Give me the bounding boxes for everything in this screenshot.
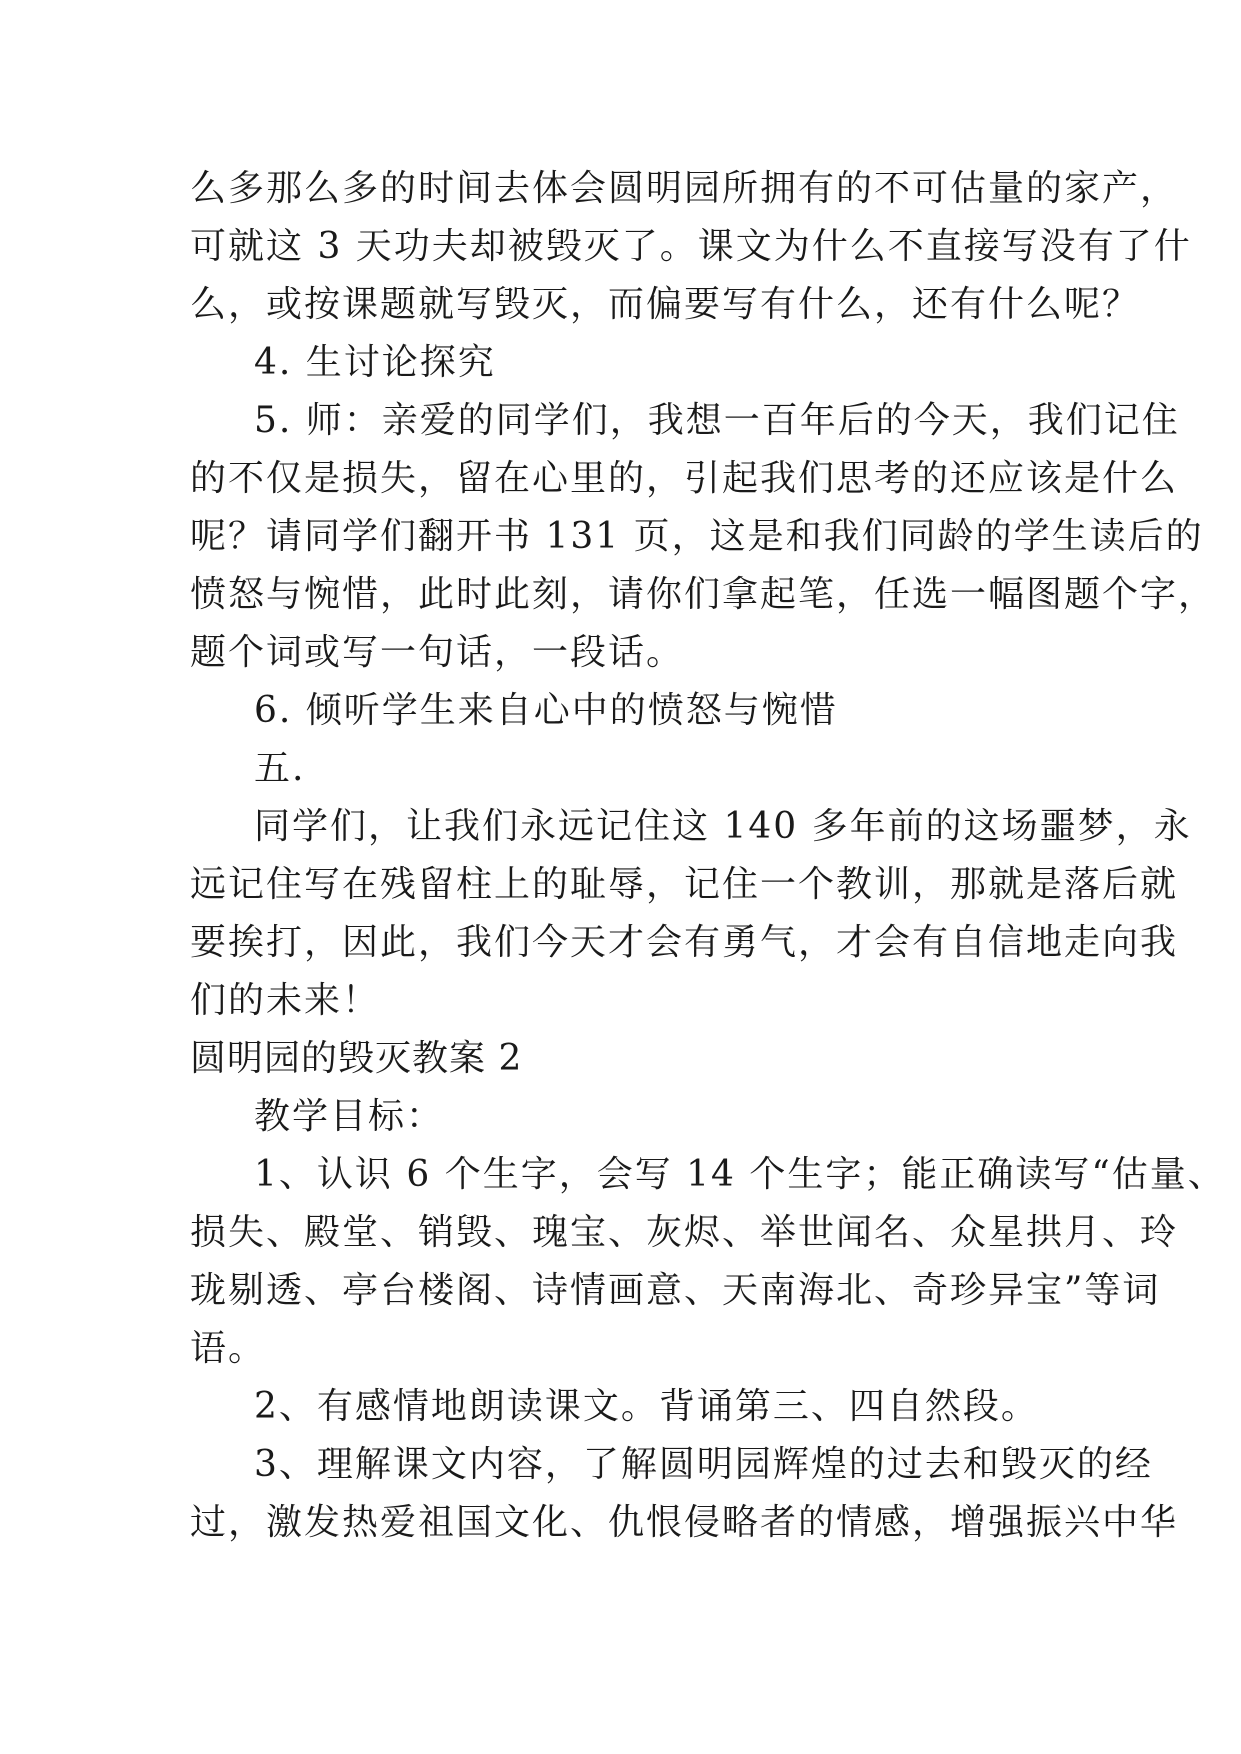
list-item: 2、有感情地朗读课文。背诵第三、四自然段。 bbox=[254, 1386, 1039, 1427]
section-number: 五. bbox=[254, 748, 306, 789]
text-line: 么，或按课题就写毁灭，而偏要写有什么，还有什么呢？ bbox=[190, 284, 1141, 325]
list-item: 4. 生讨论探究 bbox=[254, 342, 496, 383]
text-line: 呢？请同学们翻开书 131 页，这是和我们同龄的学生读后的 bbox=[190, 516, 1204, 557]
text-line: 们的未来！ bbox=[190, 980, 381, 1021]
text-line: 语。 bbox=[190, 1328, 267, 1369]
text-line: 过，激发热爱祖国文化、仇恨侵略者的情感，增强振兴中华 bbox=[190, 1502, 1179, 1543]
text-line: 珑剔透、亭台楼阁、诗情画意、天南海北、奇珍异宝”等词 bbox=[190, 1270, 1161, 1311]
section-label: 教学目标： bbox=[254, 1096, 445, 1137]
text-line: 的不仅是损失，留在心里的，引起我们思考的还应该是什么 bbox=[190, 458, 1179, 499]
text-line: 题个词或写一句话，一段话。 bbox=[190, 632, 685, 673]
document-page bbox=[190, 160, 1226, 1552]
list-item: 3、理解课文内容，了解圆明园辉煌的过去和毁灭的经 bbox=[254, 1444, 1153, 1485]
list-item: 5. 师：亲爱的同学们，我想一百年后的今天，我们记住 bbox=[254, 400, 1180, 441]
text-line: 远记住写在残留柱上的耻辱，记住一个教训，那就是落后就 bbox=[190, 864, 1179, 905]
text-line: 损失、殿堂、销毁、瑰宝、灰烬、举世闻名、众星拱月、玲 bbox=[190, 1212, 1179, 1253]
paragraph-start: 同学们，让我们永远记住这 140 多年前的这场噩梦，永 bbox=[254, 806, 1192, 847]
text-line: 要挨打，因此，我们今天才会有勇气，才会有自信地走向我 bbox=[190, 922, 1179, 963]
text-line: 么多那么多的时间去体会圆明园所拥有的不可估量的家产， bbox=[190, 168, 1179, 209]
list-item: 6. 倾听学生来自心中的愤怒与惋惜 bbox=[254, 690, 838, 731]
document-heading: 圆明园的毁灭教案 2 bbox=[190, 1038, 523, 1079]
text-line: 愤怒与惋惜，此时此刻，请你们拿起笔，任选一幅图题个字， bbox=[190, 574, 1217, 615]
text-line: 可就这 3 天功夫却被毁灭了。课文为什么不直接写没有了什 bbox=[190, 226, 1192, 267]
list-item: 1、认识 6 个生字，会写 14 个生字；能正确读写“估量、 bbox=[254, 1154, 1226, 1195]
